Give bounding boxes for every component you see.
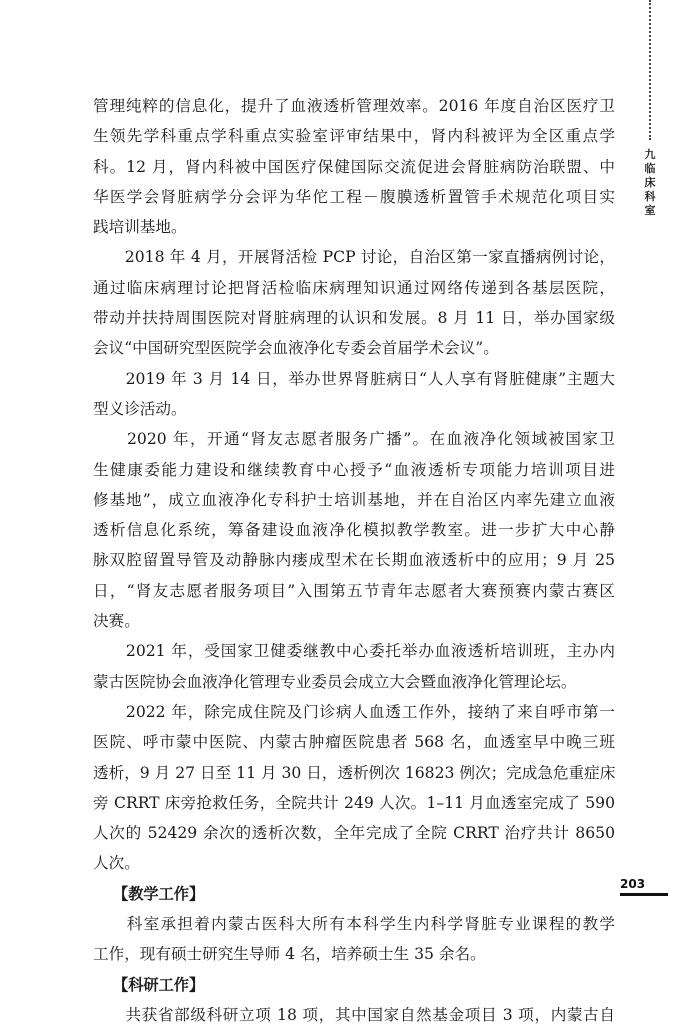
text-line: 带动并扶持周围医院对肾脏病理的认识和发展。8 月 11 日，举办国家级 [93,309,615,328]
text-line: 2020 年，开通“肾友志愿者服务广播”。在血液净化领域被国家卫 [93,430,615,449]
text-line: 修基地”，成立血液净化专科护士培训基地，并在自治区内率先建立血液 [93,490,615,509]
text-line: 旁 CRRT 床旁抢救任务，全院共计 249 人次。1–11 月血透室完成了 590 [93,793,615,812]
text-line: 生健康委能力建设和继续教育中心授予“血液透析专项能力培训项目进 [93,460,615,479]
text-line: 华医学会肾脏病学分会评为华佗工程－腹膜透析置管手术规范化项目实 [93,187,615,206]
text-line: 生领先学科重点学科重点实验室评审结果中，肾内科被评为全区重点学 [93,127,615,146]
text-line: 脉双腔留置导管及动静脉内瘘成型术在长期血液透析中的应用；9 月 25 [93,551,615,570]
text-line: 决赛。 [93,612,140,631]
text-line: 会议“中国研究型医院学会血液净化专委会首届学术会议”。 [93,339,499,358]
chapter-side-tab [640,148,660,218]
text-line: 人次的 52429 余次的透析次数，全年完成了全院 CRRT 治疗共计 8650 [93,824,615,843]
chapter-title-char: 床 [644,176,656,189]
text-line: 透析，9 月 27 日至 11 月 30 日，透析例次 16823 例次；完成急危重症床 [93,763,615,782]
text-line: 人次。 [93,854,140,873]
text-line: 日，“肾友志愿者服务项目”入围第五节青年志愿者大赛预赛内蒙古赛区 [93,581,615,600]
text-line: 工作，现有硕士研究生导师 4 名，培养硕士生 35 余名。 [93,945,486,964]
body-text [93,91,615,1030]
text-line: 2018 年 4 月，开展肾活检 PCP 讨论，自治区第一家直播病例讨论， [93,248,615,267]
text-line: 2022 年，除完成住院及门诊病人血透工作外，接纳了来自呼市第一 [93,702,615,721]
chapter-title-char: 临 [644,162,656,175]
text-line: 科。12 月，肾内科被中国医疗保健国际交流促进会肾脏病防治联盟、中 [93,157,615,176]
text-line: 蒙古医院协会血液净化管理专业委员会成立大会暨血液净化管理论坛。 [93,672,577,691]
chapter-number: 九 [644,148,656,161]
text-line: 透析信息化系统，筹备建设血液净化模拟教学教室。进一步扩大中心静 [93,521,615,540]
text-line: 2021 年，受国家卫健委继教中心委托举办血液透析培训班，主办内 [93,642,615,661]
text-line: 医院、呼市蒙中医院、内蒙古肿瘤医院患者 568 名，血透室早中晚三班 [93,733,615,752]
text-line: 型义诊活动。 [93,399,187,418]
text-line: 管理纯粹的信息化，提升了血液透析管理效率。2016 年度自治区医疗卫 [93,97,615,115]
text-line: 通过临床病理讨论把肾活检临床病理知识通过网络传递到各基层医院， [93,278,615,297]
section-heading-research: 【科研工作】 [113,975,205,994]
side-dotted-rule [649,0,651,140]
chapter-title-char: 室 [644,204,656,217]
text-line: 共获省部级科研立项 18 项，其中国家自然基金项目 3 项，内蒙古自 [93,1005,615,1024]
chapter-title-char: 科 [644,190,656,203]
text-line: 科室承担着内蒙古医科大所有本科学生内科学肾脏专业课程的教学 [93,915,615,934]
text-line: 2019 年 3 月 14 日，举办世界肾脏病日“人人享有肾脏健康”主题大 [93,369,615,388]
page-number: 203 [620,877,668,896]
text-line: 践培训基地。 [93,218,187,237]
section-heading-teaching: 【教学工作】 [113,884,205,903]
